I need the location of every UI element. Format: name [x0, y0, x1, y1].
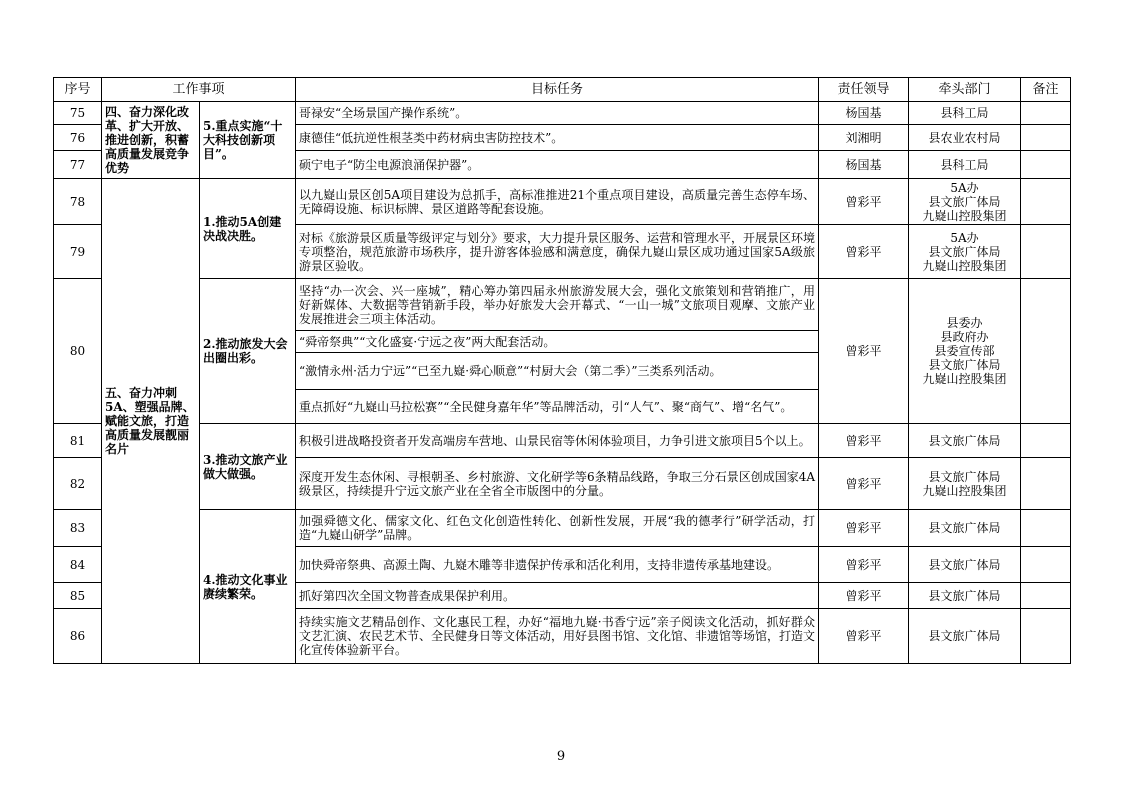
note-cell	[1021, 458, 1071, 510]
leader: 曾彩平	[819, 609, 909, 664]
header-item: 工作事项	[102, 78, 296, 102]
table-row	[54, 102, 1071, 125]
task-text: 康德佳“低抗逆性根茎类中药材病虫害防控技术”。	[296, 125, 819, 151]
note-cell	[1021, 279, 1071, 424]
note-cell	[1021, 102, 1071, 125]
category-5: 五、奋力冲刺5A、塑强品牌、赋能文旅，打造高质量发展靓丽名片	[102, 179, 200, 664]
dept: 县文旅广体局	[909, 547, 1021, 583]
dept-line: 县文旅广体局	[928, 194, 1001, 209]
task-text: 对标《旅游景区质量等级评定与划分》要求，大力提升景区服务、运营和管理水平，开展景区环境专项整治，规范旅游市场秩序，提升游客体验感和满意度，确保九嶷山景区成功通过国家5A级旅游景区验收。	[296, 225, 819, 279]
leader: 刘湘明	[819, 125, 909, 151]
row-number: 83	[54, 510, 102, 547]
task-text: 积极引进战略投资者开发高端房车营地、山景民宿等休闲体验项目，力争引进文旅项目5个以上。	[296, 424, 819, 458]
task-text: 硕宁电子“防尘电源浪涌保护器”。	[296, 151, 819, 179]
leader: 杨国基	[819, 151, 909, 179]
row-number: 75	[54, 102, 102, 125]
row-number: 76	[54, 125, 102, 151]
dept-line: 九嶷山控股集团	[922, 258, 1007, 273]
note-cell	[1021, 583, 1071, 609]
dept	[909, 225, 1021, 279]
task-text: “舜帝祭典”“文化盛宴·宁远之夜”两大配套活动。	[296, 331, 819, 353]
dept-line: 县文旅广体局	[928, 469, 1001, 484]
dept-line: 5A办	[950, 230, 979, 245]
row-number: 79	[54, 225, 102, 279]
dept: 县科工局	[909, 151, 1021, 179]
leader: 曾彩平	[819, 279, 909, 424]
note-cell	[1021, 125, 1071, 151]
row-number: 81	[54, 424, 102, 458]
task-text: 加快舜帝祭典、高源土陶、九嶷木雕等非遗保护传承和活化利用，支持非遗传承基地建设。	[296, 547, 819, 583]
task-text: 坚持“办一次会、兴一座城”，精心筹办第四届永州旅游发展大会，强化文旅策划和营销推广，用好新媒体、大数据等营销新手段，举办好旅发大会开幕式、“一山一城”文旅项目观摩、文旅产业发展推进会三项主体活动。	[296, 279, 819, 331]
leader: 曾彩平	[819, 424, 909, 458]
note-cell	[1021, 179, 1071, 225]
subitem-5-1: 1.推动5A创建决战决胜。	[200, 179, 296, 279]
leader: 曾彩平	[819, 583, 909, 609]
header-leader: 责任领导	[819, 78, 909, 102]
dept-line: 九嶷山控股集团	[922, 483, 1007, 498]
dept-line: 县委办	[946, 316, 983, 330]
task-text: “激情永州·活力宁远”“已至九嶷·舜心顺意”“村厨大会（第二季）”三类系列活动。	[296, 353, 819, 390]
dept-line: 县文旅广体局	[928, 358, 1001, 372]
subitem-4-5: 5.重点实施“十大科技创新项目”。	[200, 102, 296, 179]
row-number: 84	[54, 547, 102, 583]
subitem-5-3: 3.推动文旅产业做大做强。	[200, 424, 296, 510]
table-row	[54, 179, 1071, 225]
task-text: 深度开发生态休闲、寻根朝圣、乡村旅游、文化研学等6条精品线路，争取三分石景区创成国家4A级景区，持续提升宁远文旅产业在全省全市版图中的分量。	[296, 458, 819, 510]
note-cell	[1021, 510, 1071, 547]
dept-line: 县委宣传部	[934, 344, 995, 358]
header-dept: 牵头部门	[909, 78, 1021, 102]
note-cell	[1021, 151, 1071, 179]
leader: 曾彩平	[819, 225, 909, 279]
task-text: 持续实施文艺精品创作、文化惠民工程，办好“福地九嶷·书香宁远”亲子阅读文化活动，抓好群众文艺汇演、农民艺术节、全民健身日等文体活动，用好县图书馆、文化馆、非遗馆等场馆，打造文化宣传体验新平台。	[296, 609, 819, 664]
dept-line: 县政府办	[940, 330, 989, 344]
row-number: 78	[54, 179, 102, 225]
category-4: 四、奋力深化改革、扩大开放、推进创新，积蓄高质量发展竞争优势	[102, 102, 200, 179]
leader: 曾彩平	[819, 547, 909, 583]
header-task: 目标任务	[296, 78, 819, 102]
row-number: 86	[54, 609, 102, 664]
table-row	[54, 424, 1071, 458]
dept: 县文旅广体局	[909, 510, 1021, 547]
row-number: 82	[54, 458, 102, 510]
dept	[909, 458, 1021, 510]
dept: 县科工局	[909, 102, 1021, 125]
subitem-5-4: 4.推动文化事业赓续繁荣。	[200, 510, 296, 664]
dept-line: 九嶷山控股集团	[922, 372, 1007, 386]
leader: 曾彩平	[819, 179, 909, 225]
note-cell	[1021, 609, 1071, 664]
table-row	[54, 279, 1071, 331]
task-text: 哥禄安“全场景国产操作系统”。	[296, 102, 819, 125]
task-text: 加强舜德文化、儒家文化、红色文化创造性转化、创新性发展，开展“我的德孝行”研学活动，打造“九嶷山研学”品牌。	[296, 510, 819, 547]
work-plan-table	[53, 77, 1071, 664]
header-note: 备注	[1021, 78, 1071, 102]
dept	[909, 279, 1021, 424]
dept-line: 5A办	[950, 180, 979, 195]
dept-line: 九嶷山控股集团	[922, 208, 1007, 223]
row-number: 80	[54, 279, 102, 424]
dept-line: 县文旅广体局	[928, 244, 1001, 259]
note-cell	[1021, 225, 1071, 279]
leader: 曾彩平	[819, 458, 909, 510]
dept: 县文旅广体局	[909, 424, 1021, 458]
dept	[909, 179, 1021, 225]
note-cell	[1021, 547, 1071, 583]
task-text: 以九嶷山景区创5A项目建设为总抓手，高标准推进21个重点项目建设，高质量完善生态停车场、无障碍设施、标识标牌、景区道路等配套设施。	[296, 179, 819, 225]
header-row	[54, 78, 1071, 102]
row-number: 85	[54, 583, 102, 609]
page-number: 9	[556, 749, 566, 764]
row-number: 77	[54, 151, 102, 179]
subitem-5-2: 2.推动旅发大会出圈出彩。	[200, 279, 296, 424]
leader: 曾彩平	[819, 510, 909, 547]
task-text: 重点抓好“九嶷山马拉松赛”“全民健身嘉年华”等品牌活动，引“人气”、聚“商气”、增“名气”。	[296, 390, 819, 424]
note-cell	[1021, 424, 1071, 458]
table-row	[54, 510, 1071, 547]
header-no: 序号	[54, 78, 102, 102]
dept: 县文旅广体局	[909, 583, 1021, 609]
dept: 县文旅广体局	[909, 609, 1021, 664]
leader: 杨国基	[819, 102, 909, 125]
task-text: 抓好第四次全国文物普查成果保护利用。	[296, 583, 819, 609]
dept: 县农业农村局	[909, 125, 1021, 151]
